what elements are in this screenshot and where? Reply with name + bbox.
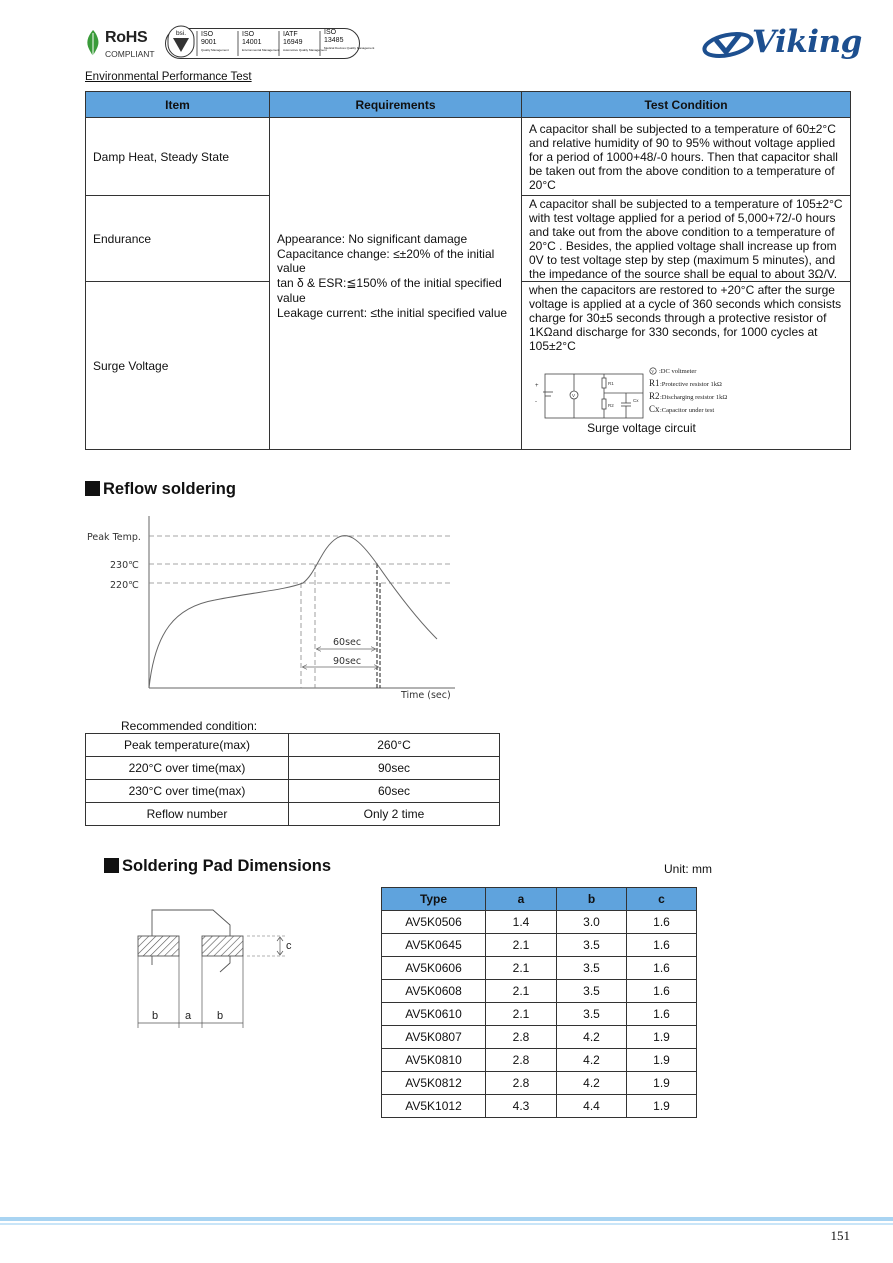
value-cell: 260°C — [289, 734, 500, 757]
param-cell: Reflow number — [86, 803, 289, 826]
table-row — [86, 734, 500, 757]
svg-text:+: + — [535, 383, 539, 389]
table-row — [382, 1003, 697, 1026]
item-cell: Surge Voltage — [86, 282, 270, 450]
temp-220-label: 220℃ — [110, 580, 139, 591]
svg-text:ISO: ISO — [324, 29, 337, 36]
a-cell: 2.8 — [486, 1026, 557, 1049]
section-bullet-icon — [85, 481, 100, 496]
svg-text:ISO: ISO — [242, 31, 255, 38]
component-outline — [152, 910, 230, 936]
surge-voltage-circuit-diagram — [529, 365, 769, 421]
c-cell: 1.9 — [627, 1095, 697, 1118]
table-row — [382, 1049, 697, 1072]
rohs-subtitle: COMPLIANT — [105, 49, 155, 59]
type-cell: AV5K0608 — [382, 980, 486, 1003]
type-cell: AV5K0610 — [382, 1003, 486, 1026]
header-requirements: Requirements — [270, 92, 522, 118]
c-cell: 1.6 — [627, 1003, 697, 1026]
table-row — [382, 911, 697, 934]
b-cell: 4.2 — [557, 1072, 627, 1095]
svg-text:R1: R1 — [608, 381, 614, 386]
type-cell: AV5K0807 — [382, 1026, 486, 1049]
table-row — [382, 957, 697, 980]
reference-lines — [149, 536, 453, 688]
left-pad — [138, 936, 179, 956]
b-cell: 3.5 — [557, 957, 627, 980]
dim-b-right: b — [217, 1010, 224, 1022]
recommended-condition-label: Recommended condition: — [121, 719, 258, 733]
svg-text:Quality Management: Quality Management — [201, 48, 229, 52]
header-item: Item — [86, 92, 270, 118]
brand-name: Viking — [752, 24, 862, 60]
header-a: a — [486, 888, 557, 911]
table-row — [382, 1072, 697, 1095]
table-row — [86, 757, 500, 780]
circuit-caption: Surge voltage circuit — [587, 421, 696, 435]
time-axis-label: Time (sec) — [401, 690, 451, 701]
table-row — [382, 934, 697, 957]
table-row — [86, 803, 500, 826]
dim-a: a — [185, 1010, 192, 1022]
page-number: 151 — [830, 1228, 850, 1243]
svg-text:V: V — [651, 368, 655, 374]
bsi-label: bsi. — [175, 30, 187, 37]
rohs-title: RoHS — [105, 29, 148, 46]
right-pad — [202, 936, 243, 956]
table-row — [382, 1026, 697, 1049]
header-type: Type — [382, 888, 486, 911]
env-section-title: Environmental Performance Test — [85, 71, 252, 83]
svg-text:Cx: Cx — [649, 404, 660, 414]
a-cell: 2.1 — [486, 980, 557, 1003]
c-cell: 1.9 — [627, 1049, 697, 1072]
svg-text:R2: R2 — [649, 391, 660, 401]
svg-text::Capacitor under test: :Capacitor under test — [660, 407, 715, 414]
condition-cell — [522, 282, 851, 450]
table-row — [86, 780, 500, 803]
recommended-condition-table — [85, 733, 500, 826]
a-cell: 1.4 — [486, 911, 557, 934]
b-cell: 3.5 — [557, 934, 627, 957]
a-cell: 4.3 — [486, 1095, 557, 1118]
table-header-row — [86, 92, 851, 118]
type-cell: AV5K1012 — [382, 1095, 486, 1118]
requirement-line: Appearance: No significant damage — [277, 232, 468, 246]
pad-section-title: Soldering Pad Dimensions — [104, 857, 331, 876]
sixty-sec-label: 60sec — [333, 637, 362, 648]
reflow-profile-chart — [85, 512, 465, 704]
svg-text:14001: 14001 — [242, 39, 262, 46]
header-c: c — [627, 888, 697, 911]
header-test-condition: Test Condition — [522, 92, 851, 118]
svg-text::DC voltmeter: :DC voltmeter — [659, 368, 697, 375]
b-cell: 3.0 — [557, 911, 627, 934]
svg-text:R1: R1 — [649, 378, 660, 388]
viking-emblem-icon — [700, 24, 756, 64]
table-header-row — [382, 888, 697, 911]
a-cell: 2.8 — [486, 1049, 557, 1072]
reflow-section-title: Reflow soldering — [85, 480, 236, 499]
table-row — [86, 118, 851, 196]
b-cell: 3.5 — [557, 980, 627, 1003]
value-cell: 90sec — [289, 757, 500, 780]
requirement-line: Leakage current: ≤the initial specified value — [277, 305, 508, 320]
param-cell: 220°C over time(max) — [86, 757, 289, 780]
environment-test-table — [85, 91, 851, 450]
peak-temp-label: Peak Temp. — [87, 532, 141, 543]
temperature-profile-curve — [149, 536, 437, 688]
svg-text:V: V — [572, 393, 576, 398]
temp-230-label: 230℃ — [110, 560, 139, 571]
dim-b-left: b — [152, 1010, 159, 1022]
type-cell: AV5K0810 — [382, 1049, 486, 1072]
type-cell: AV5K0812 — [382, 1072, 486, 1095]
condition-cell: A capacitor shall be subjected to a temperature of 105±2°C with test voltage applied for a period of 5,000+72/-0 hours and take out from the above condition to a temperature of 20°C . Besides, the applied voltage shall increase up from 0V to test voltage step by step (maximum 5 minutes), and the impedance of the source shall be equal to about 3Ω/V. — [522, 196, 851, 282]
svg-text:9001: 9001 — [201, 39, 217, 46]
item-cell: Endurance — [86, 196, 270, 282]
c-cell: 1.6 — [627, 957, 697, 980]
value-cell: 60sec — [289, 780, 500, 803]
surge-condition-text: when the capacitors are restored to +20°C after the surge voltage is applied at a cycle of 360 seconds which consists charge for 30±5 seconds through a protective resistor of 1KΩand discharge for 330 seconds, for 1000 cycles at 105±2°C — [529, 283, 842, 353]
unit-label: Unit: mm — [664, 862, 712, 876]
section-bullet-icon — [104, 858, 119, 873]
type-cell: AV5K0506 — [382, 911, 486, 934]
svg-text::Discharging resistor 1kΩ: :Discharging resistor 1kΩ — [660, 394, 728, 401]
c-cell: 1.9 — [627, 1026, 697, 1049]
c-cell: 1.9 — [627, 1072, 697, 1095]
param-cell: Peak temperature(max) — [86, 734, 289, 757]
b-cell: 4.4 — [557, 1095, 627, 1118]
ninety-sec-label: 90sec — [333, 656, 362, 667]
table-row — [382, 980, 697, 1003]
b-cell: 3.5 — [557, 1003, 627, 1026]
requirement-line: tan δ & ESR:≦150% of the initial specified value — [277, 276, 502, 305]
svg-text:R2: R2 — [608, 403, 614, 408]
pad-dimension-diagram — [130, 905, 300, 1035]
dim-c: c — [286, 940, 292, 952]
type-cell: AV5K0606 — [382, 957, 486, 980]
rohs-logo — [85, 27, 160, 61]
b-cell: 4.2 — [557, 1049, 627, 1072]
param-cell: 230°C over time(max) — [86, 780, 289, 803]
svg-text:Environmental Management: Environmental Management — [242, 48, 280, 52]
footer-rule — [0, 1217, 893, 1227]
c-cell: 1.6 — [627, 911, 697, 934]
a-cell: 2.1 — [486, 957, 557, 980]
svg-text:Automotive Quality Management: Automotive Quality Management — [283, 48, 327, 52]
svg-text:16949: 16949 — [283, 39, 303, 46]
type-cell: AV5K0645 — [382, 934, 486, 957]
pad-dimension-table — [381, 887, 697, 1118]
item-cell: Damp Heat, Steady State — [86, 118, 270, 196]
svg-text:-: - — [535, 399, 537, 405]
leaf-icon — [85, 29, 101, 57]
value-cell: Only 2 time — [289, 803, 500, 826]
certification-strip — [165, 25, 375, 59]
svg-text::Protective resistor 1kΩ: :Protective resistor 1kΩ — [660, 381, 722, 388]
svg-text:Medical Devices Quality Manage: Medical Devices Quality Management — [324, 46, 375, 50]
svg-text:Cx: Cx — [633, 398, 639, 403]
b-cell: 4.2 — [557, 1026, 627, 1049]
header-b: b — [557, 888, 627, 911]
svg-text:ISO: ISO — [201, 31, 214, 38]
requirements-cell — [270, 118, 522, 450]
requirement-line: Capacitance change: ≤±20% of the initial value — [277, 246, 495, 276]
a-cell: 2.1 — [486, 1003, 557, 1026]
viking-logo — [700, 24, 862, 64]
table-row — [382, 1095, 697, 1118]
c-cell: 1.6 — [627, 934, 697, 957]
svg-text:IATF: IATF — [283, 31, 298, 38]
page-header — [85, 24, 862, 66]
c-cell: 1.6 — [627, 980, 697, 1003]
condition-cell: A capacitor shall be subjected to a temperature of 60±2°C and relative humidity of 90 to 95% without voltage applied for a period of 1000+48/-0 hours. Then that capacitor shall be taken out from the above condition to a temperature of 20°C — [522, 118, 851, 196]
svg-text:13485: 13485 — [324, 37, 344, 44]
a-cell: 2.8 — [486, 1072, 557, 1095]
a-cell: 2.1 — [486, 934, 557, 957]
